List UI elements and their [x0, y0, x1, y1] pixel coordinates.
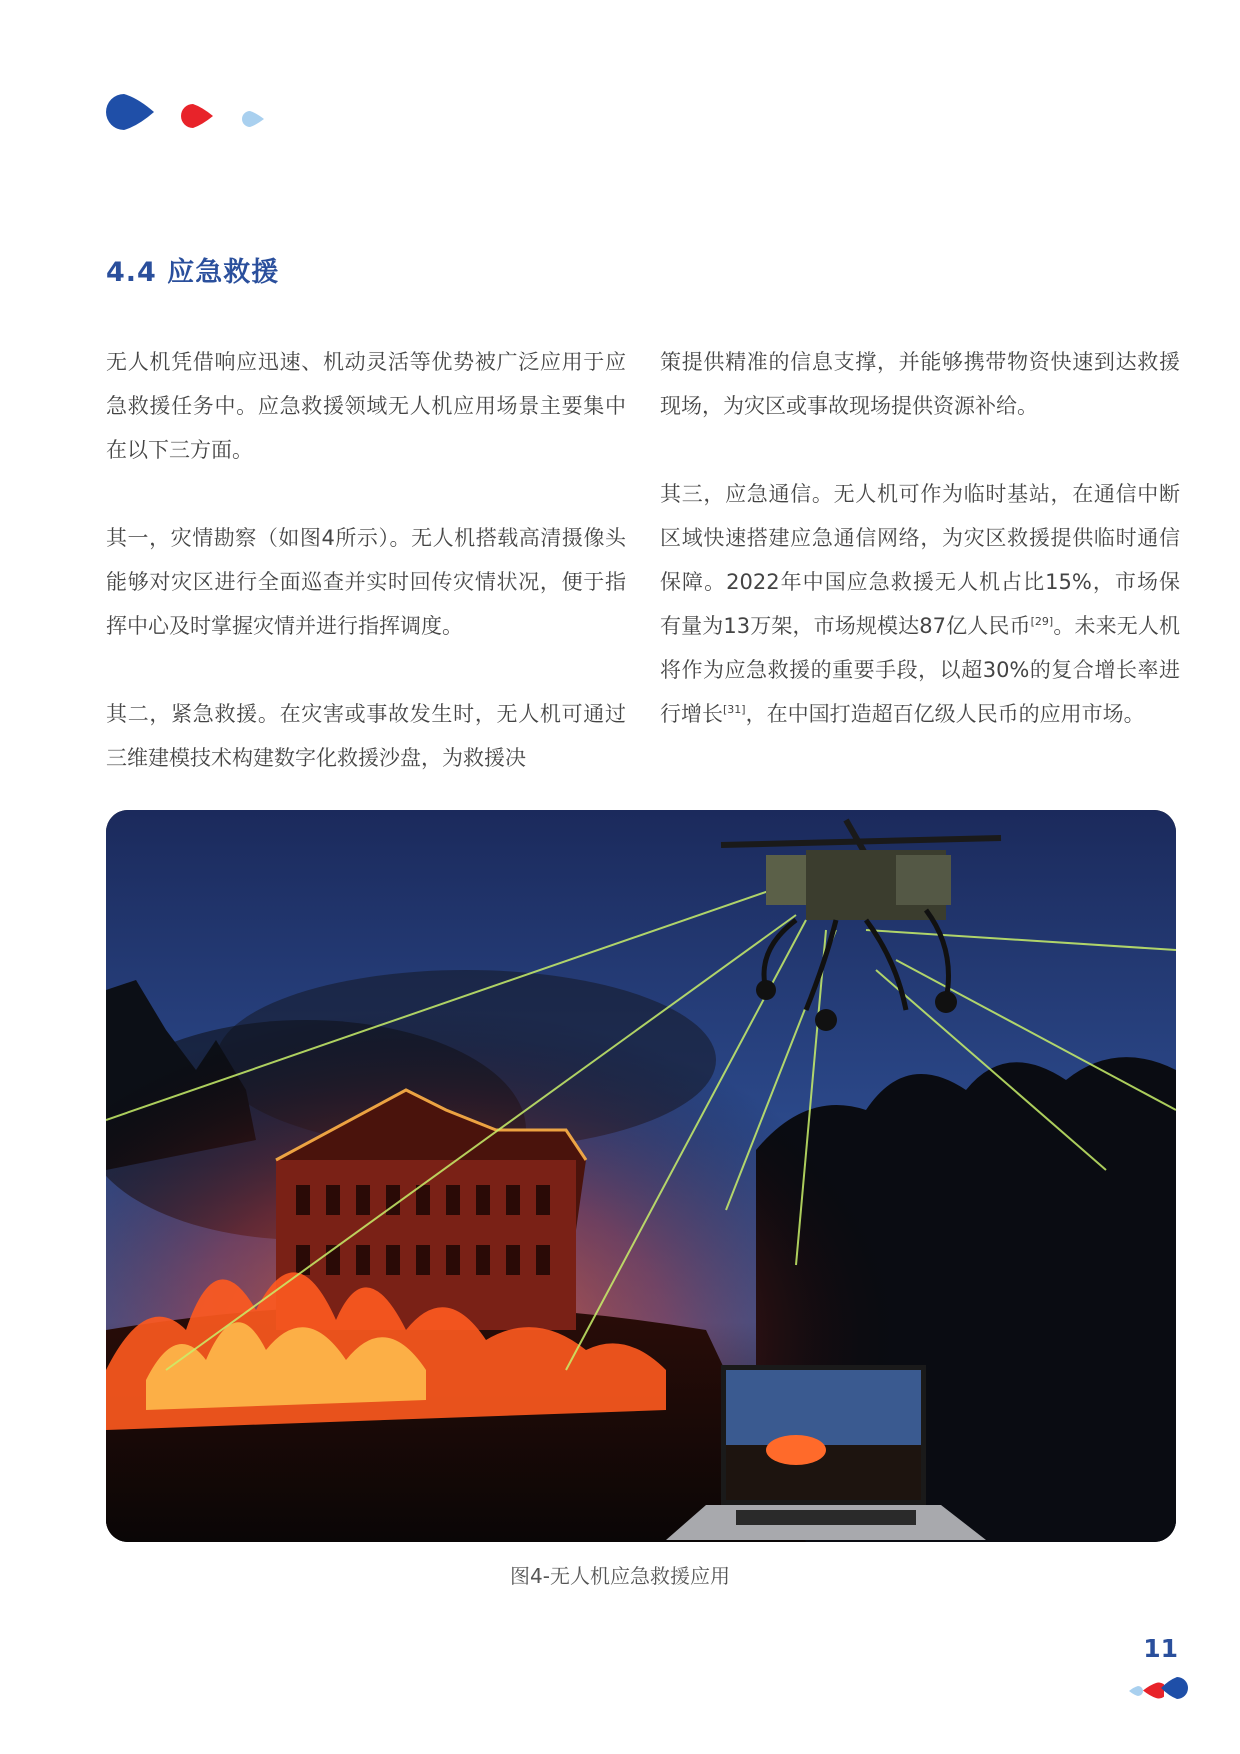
- emergency-communication-paragraph: 其三，应急通信。无人机可作为临时基站，在通信中断区域快速搭建应急通信网络，为灾区救援提供临时通信保障。2022年中国应急救援无人机占比15%，市场保有量为13万架，市场规模达87亿人民币[29]。未来无人机将作为应急救援的重要手段，以超30%的复合增长率进行增长[31]，在中国打造超百亿级人民币的应用市场。: [660, 482, 1180, 726]
- right-column: [660, 340, 1180, 780]
- rescue-continued-paragraph: 策提供精准的信息支撑，并能够携带物资快速到达救援现场，为灾区或事故现场提供资源补给。: [660, 350, 1180, 418]
- emergency-rescue-paragraph: 其二，紧急救援。在灾害或事故发生时，无人机可通过三维建模技术构建数字化救援沙盘，为救援决: [106, 702, 626, 770]
- footer-blue-drop-icon: [1160, 1676, 1188, 1700]
- header-light-blue-drop-icon: [241, 110, 265, 128]
- disaster-survey-paragraph: 其一，灾情勘察（如图4所示）。无人机搭载高清摄像头能够对灾区进行全面巡查并实时回传灾情状况，便于指挥中心及时掌握灾情并进行指挥调度。: [106, 526, 626, 638]
- figure-caption: 图4-无人机应急救援应用: [510, 1564, 730, 1588]
- left-column: [106, 340, 626, 824]
- header-red-drop-icon: [180, 103, 214, 129]
- reference-29[interactable]: [29]: [1030, 615, 1054, 628]
- page-number: 11: [1143, 1634, 1178, 1663]
- section-title: 4.4 应急救援: [106, 257, 280, 288]
- drone-fire-scene-illustration: [106, 810, 1176, 1542]
- reference-31[interactable]: [31]: [723, 703, 746, 716]
- intro-paragraph: 无人机凭借响应迅速、机动灵活等优势被广泛应用于应急救援任务中。应急救援领域无人机应用场景主要集中在以下三方面。: [106, 350, 626, 462]
- figure-drone-rescue-image: [106, 810, 1176, 1542]
- header-blue-drop-icon: [104, 92, 156, 132]
